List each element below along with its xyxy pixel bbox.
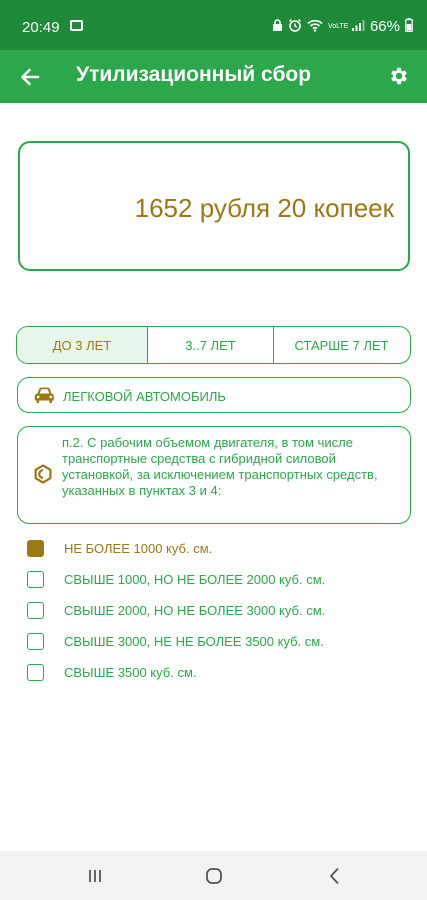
car-icon [34, 387, 55, 409]
option-label: НЕ БОЛЕЕ 1000 куб. см. [64, 541, 213, 556]
battery-percent: 66% [369, 18, 400, 35]
checkbox[interactable] [27, 602, 44, 619]
system-nav-bar [0, 851, 427, 900]
alarm-icon [288, 18, 302, 35]
category-description [17, 426, 411, 524]
tab-under-3-years[interactable] [17, 327, 148, 363]
checkbox-checked[interactable] [27, 540, 44, 557]
checkbox[interactable] [27, 633, 44, 650]
battery-icon [405, 18, 413, 35]
age-segmented-control [16, 326, 411, 364]
page-title: Утилизационный сбор [76, 63, 312, 86]
tab-label: СТАРШЕ 7 ЛЕТ [294, 337, 389, 353]
option-label: СВЫШЕ 3000, НЕ НЕ БОЛЕЕ 3500 куб. см. [64, 634, 324, 649]
status-bar [0, 0, 427, 50]
tab-over-7-years[interactable] [274, 327, 409, 363]
result-panel [18, 141, 410, 271]
lock-icon [272, 19, 283, 35]
description-text: п.2. С рабочим объемом двигателя, в том числе транспортные средства с гибридной силовой установкой, за исключением транспортных средств, указанных в пунктах 3 и 4: [62, 435, 378, 498]
option-over-3500[interactable] [26, 661, 406, 692]
image-icon [70, 20, 83, 31]
recent-apps-icon[interactable] [75, 863, 115, 889]
vehicle-type-label: ЛЕГКОВОЙ АВТОМОБИЛЬ [63, 389, 226, 404]
signal-icon [351, 19, 365, 35]
tab-label: ДО 3 ЛЕТ [52, 337, 112, 353]
arrow-back-icon[interactable] [14, 61, 46, 93]
option-up-to-1000[interactable] [26, 537, 406, 568]
status-time: 20:49 [22, 19, 60, 36]
result-amount: 1652 рубля 20 копеек [134, 193, 394, 223]
app-bar [0, 50, 427, 103]
status-icons [272, 18, 413, 35]
home-icon[interactable] [194, 863, 234, 889]
engine-icon [33, 464, 53, 489]
option-3000-3500[interactable] [26, 630, 406, 661]
vehicle-type-selector[interactable] [17, 377, 411, 413]
option-label: СВЫШЕ 2000, НО НЕ БОЛЕЕ 3000 куб. см. [64, 603, 326, 618]
option-2000-3000[interactable] [26, 599, 406, 630]
tab-label: 3..7 ЛЕТ [185, 337, 236, 353]
tab-3-7-years[interactable] [148, 327, 274, 363]
network-label: VoLTE [327, 23, 349, 30]
checkbox[interactable] [27, 664, 44, 681]
back-icon[interactable] [314, 863, 354, 889]
option-label: СВЫШЕ 1000, НО НЕ БОЛЕЕ 2000 куб. см. [64, 572, 326, 587]
option-1000-2000[interactable] [26, 568, 406, 599]
option-label: СВЫШЕ 3500 куб. см. [64, 665, 197, 680]
gear-icon[interactable] [383, 60, 415, 92]
wifi-icon [307, 19, 323, 35]
engine-volume-options [26, 537, 406, 692]
checkbox[interactable] [27, 571, 44, 588]
